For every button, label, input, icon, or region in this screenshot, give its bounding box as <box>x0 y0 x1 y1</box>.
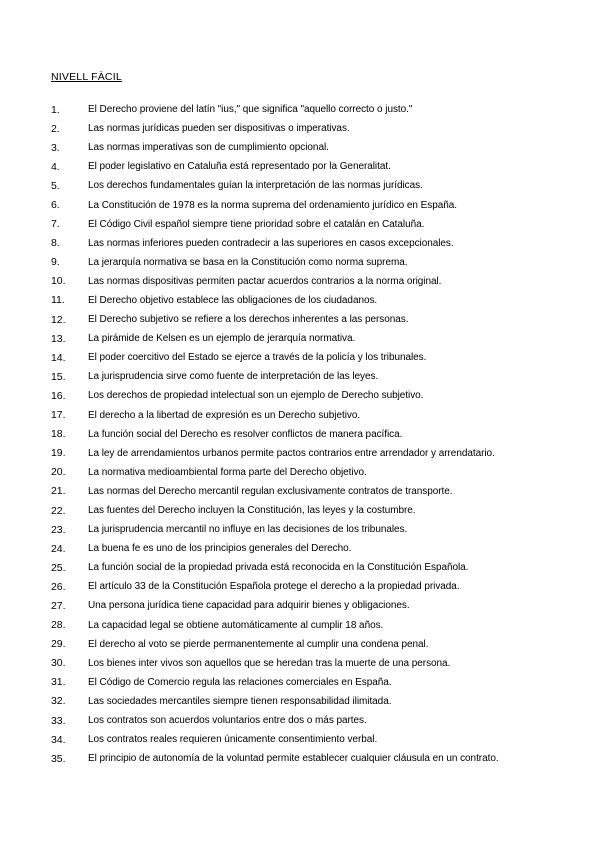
list-item <box>51 463 591 482</box>
item-text: Los contratos reales requieren únicamente consentimiento verbal. <box>88 734 378 746</box>
item-number: 11. <box>51 294 65 307</box>
item-text: Los derechos de propiedad intelectual son un ejemplo de Derecho subjetivo. <box>88 390 424 402</box>
item-number: 24. <box>51 542 66 555</box>
item-number: 22. <box>51 504 66 517</box>
list-item <box>51 291 591 310</box>
item-number: 17. <box>51 409 66 422</box>
item-text: Una persona jurídica tiene capacidad para adquirir bienes y obligaciones. <box>88 600 410 612</box>
list-item <box>51 673 591 692</box>
list-item <box>51 711 591 730</box>
item-text: La jurisprudencia sirve como fuente de interpretación de las leyes. <box>88 371 379 383</box>
list-item <box>51 520 591 539</box>
list-item <box>51 406 591 425</box>
list-item <box>51 596 591 615</box>
list-item <box>51 348 591 367</box>
item-number: 7. <box>51 218 60 231</box>
item-text: El Derecho proviene del latín "ius," que significa "aquello correcto o justo." <box>88 104 413 116</box>
item-number: 18. <box>51 428 66 441</box>
item-text: El principio de autonomía de la voluntad permite establecer cualquier cláusula en un contrato. <box>88 753 499 765</box>
list-item <box>51 195 591 214</box>
item-text: La pirámide de Kelsen es un ejemplo de jerarquía normativa. <box>88 333 356 345</box>
item-number: 8. <box>51 237 60 250</box>
item-number: 27. <box>51 599 66 612</box>
item-text: La buena fe es uno de los principios generales del Derecho. <box>88 543 352 555</box>
item-text: Las normas del Derecho mercantil regulan exclusivamente contratos de transporte. <box>88 485 453 497</box>
item-text: Los bienes inter vivos son aquellos que se heredan tras la muerte de una persona. <box>88 657 451 669</box>
item-number: 10. <box>51 275 66 288</box>
item-text: La capacidad legal se obtiene automáticamente al cumplir 18 años. <box>88 619 384 631</box>
list-item <box>51 730 591 749</box>
list-item <box>51 558 591 577</box>
item-text: La jerarquía normativa se basa en la Constitución como norma suprema. <box>88 256 408 268</box>
statement-list <box>51 100 591 768</box>
item-number: 29. <box>51 638 66 651</box>
item-text: La función social del Derecho es resolver conflictos de manera pacífica. <box>88 428 403 440</box>
item-number: 25. <box>51 561 66 574</box>
list-item <box>51 616 591 635</box>
item-text: La función social de la propiedad privada está reconocida en la Constitución Española. <box>88 562 469 574</box>
list-item <box>51 367 591 386</box>
list-item <box>51 386 591 405</box>
item-number: 23. <box>51 523 66 536</box>
list-item <box>51 425 591 444</box>
item-text: Las sociedades mercantiles siempre tienen responsabilidad ilimitada. <box>88 695 392 707</box>
list-item <box>51 253 591 272</box>
list-item <box>51 119 591 138</box>
item-number: 20. <box>51 466 66 479</box>
item-text: Las fuentes del Derecho incluyen la Constitución, las leyes y la costumbre. <box>88 505 416 517</box>
list-item <box>51 310 591 329</box>
item-text: El Código de Comercio regula las relaciones comerciales en España. <box>88 676 392 688</box>
item-text: La ley de arrendamientos urbanos permite pactos contrarios entre arrendador y arrendatario. <box>88 447 495 459</box>
list-item <box>51 176 591 195</box>
item-text: El Derecho subjetivo se refiere a los derechos inherentes a las personas. <box>88 314 409 326</box>
item-number: 28. <box>51 619 66 632</box>
item-number: 21. <box>51 485 66 498</box>
section-title: NIVELL FÀCIL <box>51 71 122 83</box>
item-number: 26. <box>51 580 66 593</box>
list-item <box>51 329 591 348</box>
list-item <box>51 234 591 253</box>
list-item <box>51 272 591 291</box>
list-item <box>51 157 591 176</box>
item-number: 34. <box>51 733 66 746</box>
item-text: Las normas dispositivas permiten pactar acuerdos contrarios a la norma original. <box>88 275 442 287</box>
list-item <box>51 501 591 520</box>
item-text: Las normas inferiores pueden contradecir a las superiores en casos excepcionales. <box>88 237 454 249</box>
item-text: El Derecho objetivo establece las obligaciones de los ciudadanos. <box>88 294 378 306</box>
item-number: 6. <box>51 199 60 212</box>
item-text: El poder legislativo en Cataluña está representado por la Generalitat. <box>88 161 391 173</box>
list-item <box>51 749 591 768</box>
item-text: La jurisprudencia mercantil no influye en las decisiones de los tribunales. <box>88 524 408 536</box>
list-item <box>51 635 591 654</box>
item-number: 3. <box>51 141 60 154</box>
item-text: Los derechos fundamentales guían la interpretación de las normas jurídicas. <box>88 180 423 192</box>
item-number: 15. <box>51 370 66 383</box>
list-item <box>51 692 591 711</box>
item-number: 2. <box>51 122 60 135</box>
item-text: La normativa medioambiental forma parte del Derecho objetivo. <box>88 466 367 478</box>
item-number: 5. <box>51 179 60 192</box>
item-text: El derecho a la libertad de expresión es un Derecho subjetivo. <box>88 409 361 421</box>
item-text: Las normas jurídicas pueden ser dispositivas o imperativas. <box>88 123 350 135</box>
item-number: 19. <box>51 447 66 460</box>
item-number: 9. <box>51 256 60 269</box>
list-item <box>51 577 591 596</box>
item-text: El artículo 33 de la Constitución Española protege el derecho a la propiedad privada. <box>88 581 460 593</box>
list-item <box>51 215 591 234</box>
item-number: 32. <box>51 695 66 708</box>
list-item <box>51 539 591 558</box>
item-text: Las normas imperativas son de cumplimiento opcional. <box>88 142 329 154</box>
item-number: 12. <box>51 313 66 326</box>
item-text: Los contratos son acuerdos voluntarios entre dos o más partes. <box>88 715 367 727</box>
item-text: La Constitución de 1978 es la norma suprema del ordenamiento jurídico en España. <box>88 199 458 211</box>
list-item <box>51 654 591 673</box>
item-number: 14. <box>51 351 66 364</box>
list-item <box>51 444 591 463</box>
list-item <box>51 482 591 501</box>
item-number: 33. <box>51 714 66 727</box>
item-text: El Código Civil español siempre tiene prioridad sobre el catalán en Cataluña. <box>88 218 425 230</box>
item-number: 1. <box>51 103 60 116</box>
item-number: 31. <box>51 676 66 689</box>
list-item <box>51 100 591 119</box>
item-number: 4. <box>51 160 60 173</box>
item-text: El derecho al voto se pierde permanentemente al cumplir una condena penal. <box>88 638 429 650</box>
list-item <box>51 138 591 157</box>
item-number: 16. <box>51 389 66 402</box>
item-number: 35. <box>51 752 66 765</box>
item-number: 13. <box>51 332 66 345</box>
item-number: 30. <box>51 657 66 670</box>
item-text: El poder coercitivo del Estado se ejerce a través de la policía y los tribunales. <box>88 352 427 364</box>
